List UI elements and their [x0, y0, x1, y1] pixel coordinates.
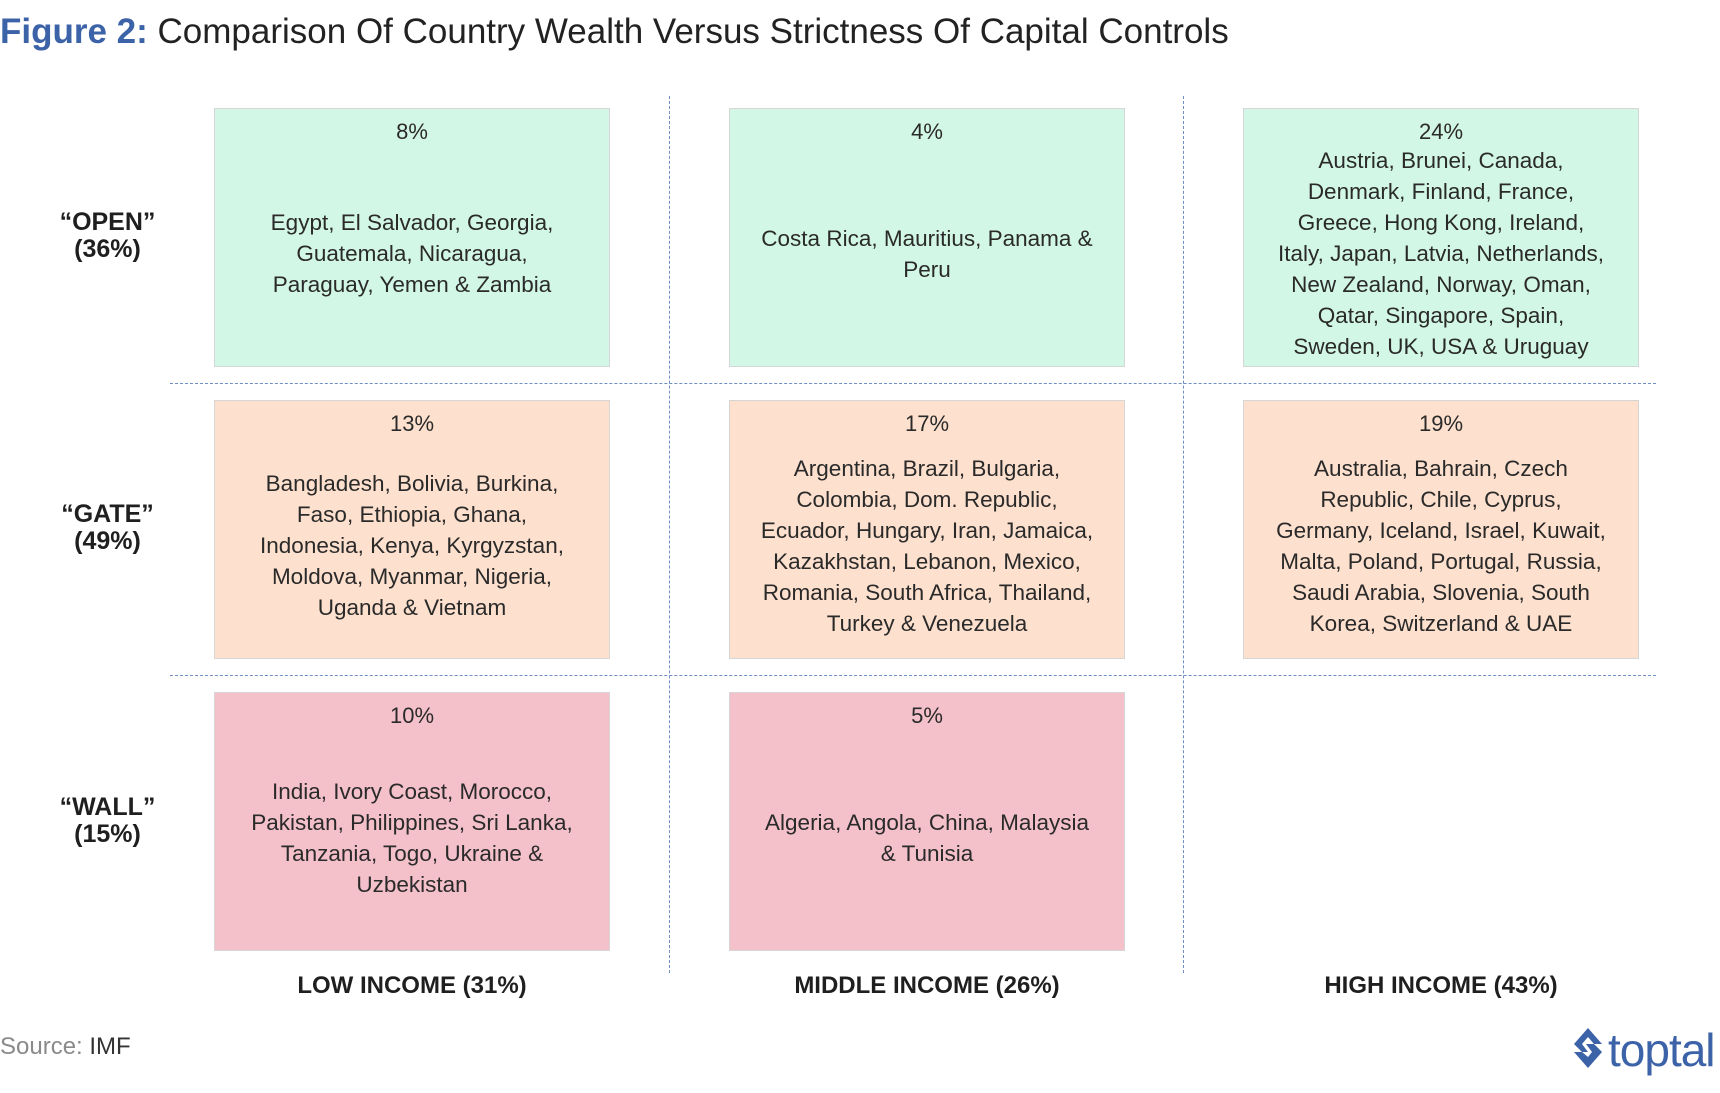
- cell-percentage: 10%: [389, 703, 435, 728]
- row-label-share: (15%): [74, 820, 141, 848]
- cell-open-middle-income: [729, 108, 1125, 367]
- figure-label: Figure 2:: [0, 12, 148, 51]
- toptal-logo: [1572, 1023, 1715, 1077]
- logo-wordmark: toptal: [1608, 1024, 1715, 1076]
- cell-wall-middle-income: [729, 692, 1125, 951]
- cell-country-list: Bangladesh, Bolivia, Burkina, Faso, Ethiopia, Ghana, Indonesia, Kenya, Kyrgyzstan, Moldova, Myanmar, Nigeria, Uganda & Vietnam: [260, 471, 564, 620]
- cell-percentage: 19%: [1418, 411, 1464, 436]
- cell-percentage: 8%: [396, 119, 428, 144]
- row-divider: [170, 675, 1656, 676]
- row-label-wall: [45, 794, 170, 848]
- row-label-name: “OPEN”: [59, 208, 156, 236]
- cell-percentage: 5%: [911, 703, 943, 728]
- cell-gate-middle-income: [729, 400, 1125, 659]
- row-label-gate: [45, 501, 170, 555]
- source-label: Source:: [0, 1033, 83, 1060]
- cell-open-high-income: [1243, 108, 1639, 367]
- row-label-name: “GATE”: [61, 500, 154, 528]
- cell-gate-low-income: [214, 400, 610, 659]
- cell-percentage: 4%: [911, 119, 943, 144]
- cell-open-low-income: [214, 108, 610, 367]
- source-note: [0, 1033, 131, 1061]
- row-label-name: “WALL”: [59, 793, 156, 821]
- column-label-low-income: LOW INCOME (31%): [297, 972, 527, 999]
- figure-title: [0, 12, 1229, 52]
- column-label-middle-income: MIDDLE INCOME (26%): [794, 972, 1060, 999]
- column-divider: [669, 96, 670, 973]
- cell-country-list: Austria, Brunei, Canada, Denmark, Finland, France, Greece, Hong Kong, Ireland, Italy, Japan, Latvia, Netherlands, New Zealand, Norway, Oman, Qatar, Singapore, Spain, Sweden, UK, USA & Uruguay: [1277, 148, 1605, 359]
- source-value: IMF: [89, 1033, 131, 1060]
- figure-title-text: Comparison Of Country Wealth Versus Strictness Of Capital Controls: [157, 12, 1229, 51]
- cell-country-list: Costa Rica, Mauritius, Panama & Peru: [761, 225, 1093, 282]
- cell-country-list: Argentina, Brazil, Bulgaria, Colombia, Dom. Republic, Ecuador, Hungary, Iran, Jamaica, Kazakhstan, Lebanon, Mexico, Romania, South Africa, Thailand, Turkey & Venezuela: [760, 455, 1094, 636]
- cell-country-list: India, Ivory Coast, Morocco, Pakistan, Philippines, Sri Lanka, Tanzania, Togo, Ukraine & Uzbekistan: [251, 778, 573, 897]
- cell-percentage: 24%: [1418, 119, 1464, 144]
- cell-country-list: Egypt, El Salvador, Georgia, Guatemala, Nicaragua, Paraguay, Yemen & Zambia: [270, 210, 554, 297]
- toptal-logo-icon: [1572, 1026, 1604, 1075]
- cell-country-list: Australia, Bahrain, Czech Republic, Chile, Cyprus, Germany, Iceland, Israel, Kuwait, Malta, Poland, Portugal, Russia, Saudi Arabia, Slovenia, South Korea, Switzerland & UAE: [1276, 455, 1606, 636]
- column-divider: [1183, 96, 1184, 973]
- cell-percentage: 13%: [389, 411, 435, 436]
- cell-percentage: 17%: [904, 411, 950, 436]
- cell-country-list: Algeria, Angola, China, Malaysia & Tunisia: [765, 809, 1089, 866]
- cell-wall-low-income: [214, 692, 610, 951]
- row-label-open: [45, 209, 170, 263]
- row-label-share: (49%): [74, 527, 141, 555]
- row-divider: [170, 383, 1656, 384]
- cell-gate-high-income: [1243, 400, 1639, 659]
- column-label-high-income: HIGH INCOME (43%): [1324, 972, 1558, 999]
- row-label-share: (36%): [74, 235, 141, 263]
